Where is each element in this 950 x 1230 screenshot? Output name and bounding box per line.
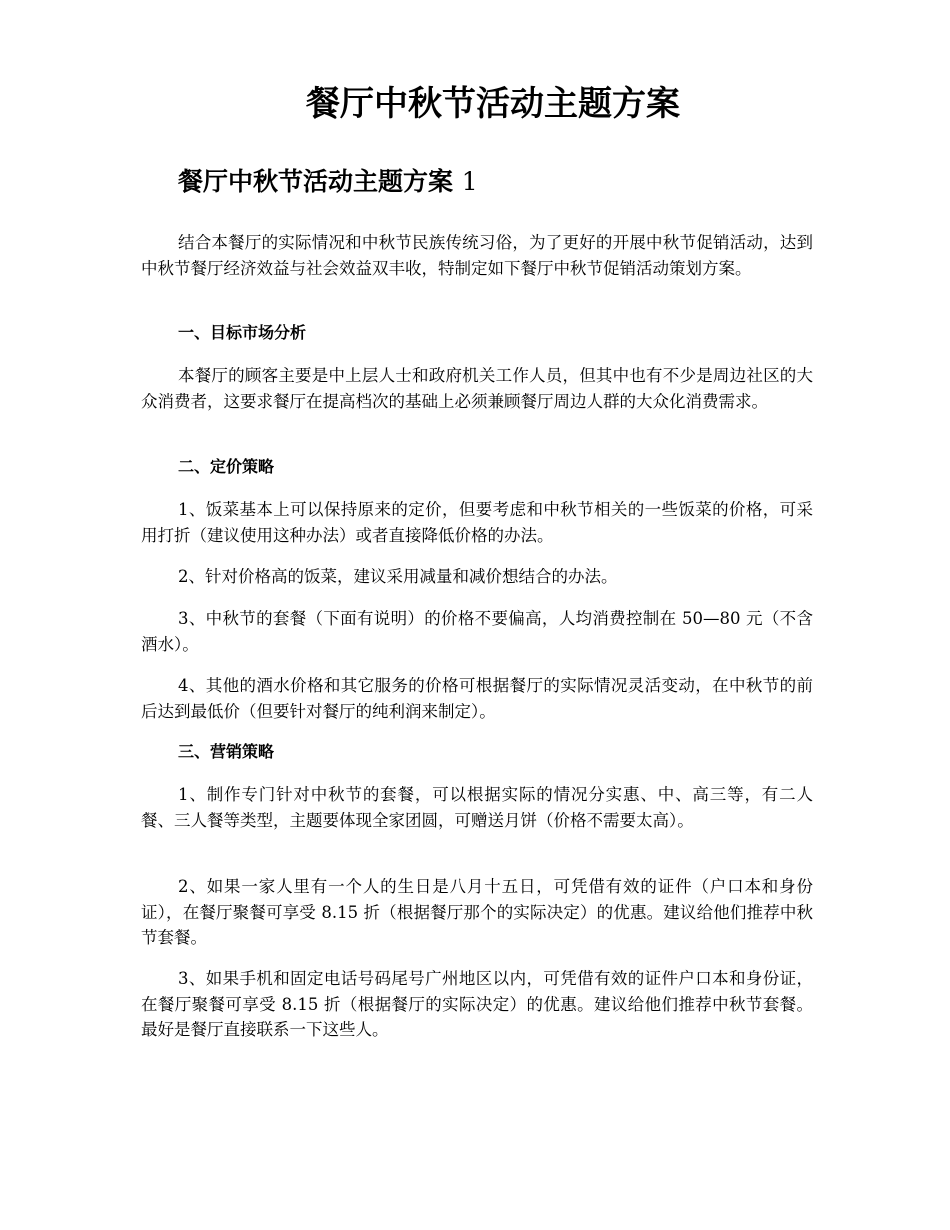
pricing-item-4: 4、其他的酒水价格和其它服务的价格可根据餐厅的实际情况灵活变动，在中秋节的前后达到最低价（但要针对餐厅的纯利润来制定）。: [141, 676, 813, 721]
market-analysis-paragraph: 本餐厅的顾客主要是中上层人士和政府机关工作人员，但其中也有不少是周边社区的大众消费者，这要求餐厅在提高档次的基础上必须兼顾餐厅周边人群的大众化消费需求。: [141, 366, 813, 411]
section-title: [178, 164, 478, 200]
marketing-item-1: 1、制作专门针对中秋节的套餐，可以根据实际的情况分实惠、中、高三等，有二人餐、三人餐等类型，主题要体现全家团圆，可赠送月饼（价格不需要太高）。: [141, 785, 813, 830]
pricing-item-3: 3、中秋节的套餐（下面有说明）的价格不要偏高，人均消费控制在 50—80 元（不含酒水）。: [141, 609, 813, 654]
heading-marketing-strategy: 三、营销策略: [178, 742, 275, 761]
pricing-item-2: 2、针对价格高的饭菜，建议采用减量和减价想结合的办法。: [178, 567, 618, 586]
intro-paragraph: 结合本餐厅的实际情况和中秋节民族传统习俗，为了更好的开展中秋节促销活动，达到中秋节餐厅经济效益与社会效益双丰收，特制定如下餐厅中秋节促销活动策划方案。: [141, 233, 813, 278]
document-title: 餐厅中秋节活动主题方案: [306, 84, 680, 124]
marketing-item-3: 3、如果手机和固定电话号码尾号广州地区以内，可凭借有效的证件户口本和身份证，在餐厅聚餐可享受 8.15 折（根据餐厅的实际决定）的优惠。建议给他们推荐中秋节套餐。最好是餐厅直接联系一下这些人。: [141, 969, 813, 1039]
heading-pricing-strategy: 二、定价策略: [178, 457, 275, 476]
pricing-item-1: 1、饭菜基本上可以保持原来的定价，但要考虑和中秋节相关的一些饭菜的价格，可采用打折（建议使用这种办法）或者直接降低价格的办法。: [141, 500, 813, 545]
section-number: 1: [461, 167, 478, 196]
marketing-item-2: 2、如果一家人里有一个人的生日是八月十五日，可凭借有效的证件（户口本和身份证），在餐厅聚餐可享受 8.15 折（根据餐厅那个的实际决定）的优惠。建议给他们推荐中秋节套餐。: [141, 877, 813, 947]
section-title-text: 餐厅中秋节活动主题方案: [178, 167, 454, 196]
heading-market-analysis: 一、目标市场分析: [178, 323, 307, 342]
